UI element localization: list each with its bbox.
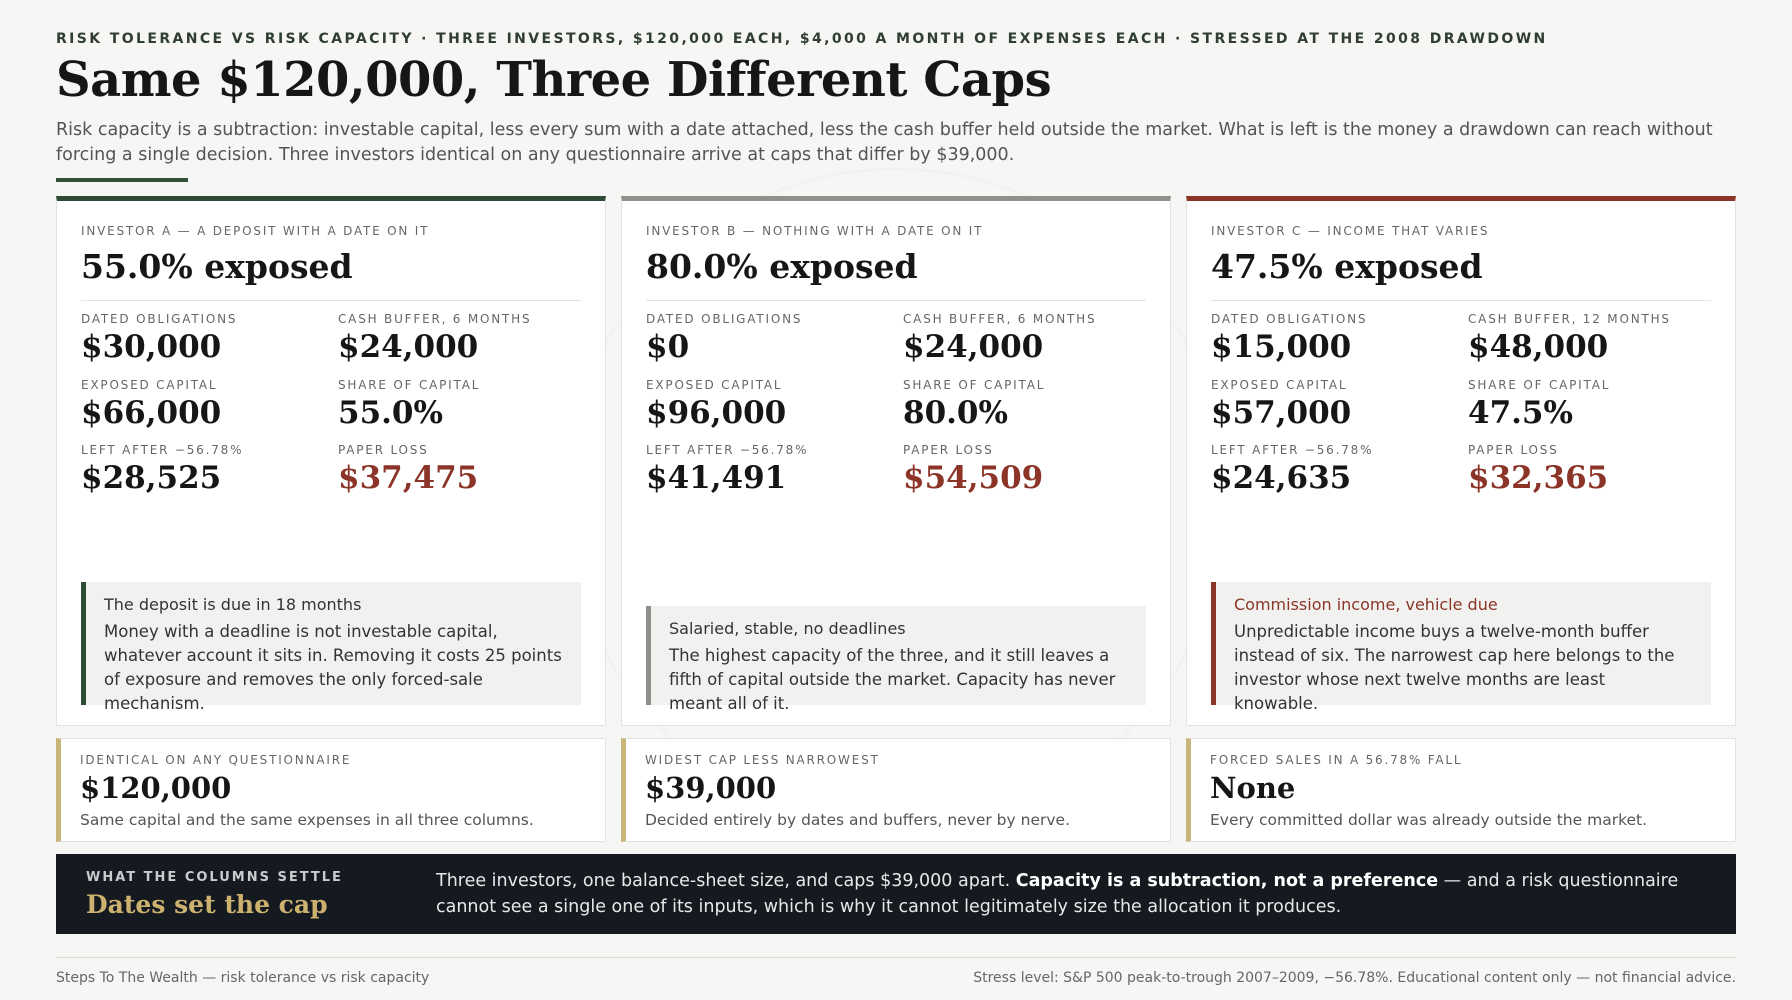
note-title: Commission income, vehicle due xyxy=(1234,595,1498,614)
investor-c-card xyxy=(1186,196,1736,726)
summary-band xyxy=(56,854,1736,934)
stat-dated-obligations xyxy=(81,312,331,365)
stat-label: LEFT AFTER −56.78% xyxy=(81,443,244,457)
stat-dated-obligations xyxy=(646,312,896,365)
card-headline: 47.5% exposed xyxy=(1211,247,1483,286)
stat-label: SHARE OF CAPITAL xyxy=(338,378,481,392)
card-note xyxy=(646,606,1146,713)
stat-label: EXPOSED CAPITAL xyxy=(646,378,783,392)
footer-rule xyxy=(56,957,1736,958)
stat-exposed-capital xyxy=(646,378,896,431)
stat-value: $24,000 xyxy=(903,329,1044,365)
stat-share-of-capital xyxy=(903,378,1153,431)
stat-paper-loss xyxy=(338,443,588,496)
band-label: WHAT THE COLUMNS SETTLE xyxy=(86,870,343,885)
stat-label: CASH BUFFER, 6 MONTHS xyxy=(903,312,1097,326)
card-divider xyxy=(1211,300,1711,301)
fact-desc: Decided entirely by dates and buffers, never by nerve. xyxy=(645,811,1070,829)
band-text-bold: Capacity is a subtraction, not a preference xyxy=(1015,871,1439,891)
stat-cash-buffer xyxy=(338,312,588,365)
note-body: Unpredictable income buys a twelve-month buffer instead of six. The narrowest cap here belongs to the investor whose next twelve months are least knowable. xyxy=(1234,622,1675,713)
fact-value: None xyxy=(1210,771,1296,805)
fact-card-questionnaire xyxy=(56,738,606,842)
stat-value: $66,000 xyxy=(81,395,222,431)
stat-value: $37,475 xyxy=(338,460,479,496)
stat-value: $48,000 xyxy=(1468,329,1609,365)
stat-label: PAPER LOSS xyxy=(338,443,429,457)
stat-exposed-capital xyxy=(1211,378,1461,431)
band-text-after: — and a risk questionnaire cannot see a single one of its inputs, which is why it cannot legitimately size the allocation it produces. xyxy=(436,871,1679,917)
fact-label: FORCED SALES IN A 56.78% FALL xyxy=(1210,753,1463,767)
fact-label: WIDEST CAP LESS NARROWEST xyxy=(645,753,880,767)
stat-value: $96,000 xyxy=(646,395,787,431)
stat-value: 47.5% xyxy=(1468,395,1573,431)
fact-value: $120,000 xyxy=(80,771,232,805)
footer-disclaimer: Stress level: S&P 500 peak-to-trough 2007–2009, −56.78%. Educational content only — not financial advice. xyxy=(973,970,1736,986)
fact-value: $39,000 xyxy=(645,771,777,805)
fact-label: IDENTICAL ON ANY QUESTIONNAIRE xyxy=(80,753,352,767)
investor-a-card xyxy=(56,196,606,726)
band-text-before: Three investors, one balance-sheet size, and caps $39,000 apart. xyxy=(436,871,1016,891)
stat-value: $32,365 xyxy=(1468,460,1609,496)
note-body: The highest capacity of the three, and it still leaves a fifth of capital outside the market. Capacity has never meant all of it. xyxy=(669,646,1116,713)
page-title: Same $120,000, Three Different Caps xyxy=(56,52,1052,108)
kicker: RISK TOLERANCE VS RISK CAPACITY · THREE INVESTORS, $120,000 EACH, $4,000 A MONTH OF EXPENSES EACH · STRESSED AT THE 2008 DRAWDOWN xyxy=(56,31,1548,47)
stat-label: LEFT AFTER −56.78% xyxy=(1211,443,1374,457)
card-note xyxy=(81,582,581,713)
card-label: INVESTOR B — NOTHING WITH A DATE ON IT xyxy=(646,224,984,238)
stat-label: PAPER LOSS xyxy=(903,443,994,457)
stat-share-of-capital xyxy=(1468,378,1718,431)
stat-value: 80.0% xyxy=(903,395,1008,431)
stat-label: PAPER LOSS xyxy=(1468,443,1559,457)
card-divider xyxy=(646,300,1146,301)
stat-paper-loss xyxy=(1468,443,1718,496)
stat-value: $24,635 xyxy=(1211,460,1352,496)
investor-b-card xyxy=(621,196,1171,726)
stat-share-of-capital xyxy=(338,378,588,431)
stat-label: EXPOSED CAPITAL xyxy=(1211,378,1348,392)
fact-desc: Same capital and the same expenses in all three columns. xyxy=(80,811,534,829)
stat-label: CASH BUFFER, 6 MONTHS xyxy=(338,312,532,326)
stat-cash-buffer xyxy=(903,312,1153,365)
stat-dated-obligations xyxy=(1211,312,1461,365)
page-dek: Risk capacity is a subtraction: investable capital, less every sum with a date attached, less the cash buffer held outside the market. What is left is the money a drawdown can reach without forcing a single decision. Three investors identical on any questionnaire arrive at caps that differ by $39,000. xyxy=(56,120,1713,165)
note-title: The deposit is due in 18 months xyxy=(104,595,362,614)
stat-label: DATED OBLIGATIONS xyxy=(646,312,803,326)
stat-value: $30,000 xyxy=(81,329,222,365)
stat-label: DATED OBLIGATIONS xyxy=(1211,312,1368,326)
band-headline: Dates set the cap xyxy=(86,890,328,919)
card-note xyxy=(1211,582,1711,713)
stat-value: $15,000 xyxy=(1211,329,1352,365)
stat-label: DATED OBLIGATIONS xyxy=(81,312,238,326)
note-title: Salaried, stable, no deadlines xyxy=(669,619,906,638)
dek-rule xyxy=(56,178,188,182)
stat-value: $0 xyxy=(646,329,690,365)
stat-label: EXPOSED CAPITAL xyxy=(81,378,218,392)
stat-value: $28,525 xyxy=(81,460,222,496)
fact-desc: Every committed dollar was already outside the market. xyxy=(1210,811,1648,829)
stat-paper-loss xyxy=(903,443,1153,496)
note-body: Money with a deadline is not investable capital, whatever account it sits in. Removing it costs 25 points of exposure and removes the only forced-sale mechanism. xyxy=(104,622,562,713)
stat-label: LEFT AFTER −56.78% xyxy=(646,443,809,457)
stat-value: $57,000 xyxy=(1211,395,1352,431)
footer-source: Steps To The Wealth — risk tolerance vs risk capacity xyxy=(56,970,430,986)
stat-left-after xyxy=(646,443,896,496)
stat-left-after xyxy=(81,443,331,496)
stat-left-after xyxy=(1211,443,1461,496)
stat-cash-buffer xyxy=(1468,312,1718,365)
fact-card-forced-sales xyxy=(1186,738,1736,842)
card-label: INVESTOR A — A DEPOSIT WITH A DATE ON IT xyxy=(81,224,430,238)
fact-card-cap-spread xyxy=(621,738,1171,842)
card-divider xyxy=(81,300,581,301)
stat-value: $54,509 xyxy=(903,460,1044,496)
stat-label: CASH BUFFER, 12 MONTHS xyxy=(1468,312,1671,326)
stat-value: 55.0% xyxy=(338,395,443,431)
stat-label: SHARE OF CAPITAL xyxy=(903,378,1046,392)
card-headline: 80.0% exposed xyxy=(646,247,918,286)
stat-value: $41,491 xyxy=(646,460,787,496)
card-headline: 55.0% exposed xyxy=(81,247,353,286)
stat-label: SHARE OF CAPITAL xyxy=(1468,378,1611,392)
band-text xyxy=(436,868,1716,920)
card-label: INVESTOR C — INCOME THAT VARIES xyxy=(1211,224,1490,238)
stat-value: $24,000 xyxy=(338,329,479,365)
stat-exposed-capital xyxy=(81,378,331,431)
